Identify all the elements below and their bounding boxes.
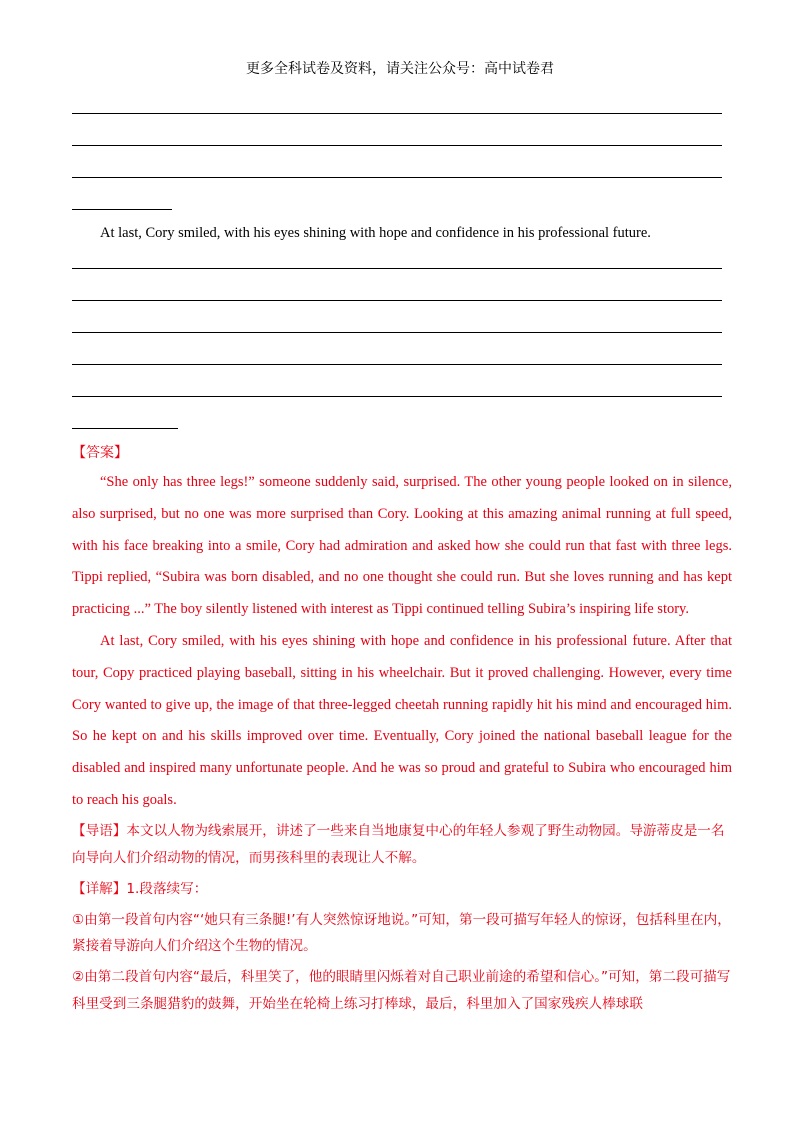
guide-paragraph <box>72 818 732 871</box>
detail-heading-text: 1.段落续写： <box>126 880 208 897</box>
answer-paragraph-2: At last, Cory smiled, with his eyes shining with hope and confidence in his professional future. After that tour, Copy practiced playing baseball, sitting in his wheelchair. But it proved challenging. However, every time Cory wanted to give up, the image of that three-legged cheetah running rapidly hit his mind and encouraged him. So he kept on and his skills improved over time. Eventually, Cory joined the national baseball league for the disabled and inspired many unfortunate people. And he was so proud and grateful to Subira who encouraged him to reach his goals. <box>72 632 732 808</box>
writing-line <box>72 113 722 114</box>
answer-paragraph-1: “She only has three legs!” someone suddenly said, surprised. The other young people looked on in silence, also surprised, but no one was more surprised than Cory. Looking at this amazing animal running at full speed, with his face breaking into a smile, Cory had admiration and asked how she could run that fast with three legs. Tippi replied, “Subira was born disabled, and no one thought she could run. But she loves running and has kept practicing ...” The boy silently listened with interest as Tippi continued telling Subira’s inspiring life story. <box>72 474 732 618</box>
explanation-section <box>72 818 732 1022</box>
guide-text: 本文以人物为线索展开，讲述了一些来自当地康复中心的年轻人参观了野生动物园。导游蒂皮是一名向导向人们介绍动物的情况，而男孩科里的表现让人不解。 <box>72 823 725 866</box>
guide-label: 【导语】 <box>72 823 127 839</box>
detail-item-1: ①由第一段首句内容“‘她只有三条腿!’有人突然惊讶地说。”可知，第一段可描写年轻人的惊讶，包括科里在内，紧接着导游向人们介绍这个生物的情况。 <box>72 911 731 955</box>
detail-heading <box>72 876 732 903</box>
writing-line <box>72 145 722 146</box>
prompt-sentence: At last, Cory smiled, with his eyes shining with hope and confidence in his professional future. <box>100 225 651 241</box>
detail-label: 【详解】 <box>72 880 127 897</box>
writing-line <box>72 332 722 333</box>
writing-line <box>72 268 722 269</box>
writing-line <box>72 300 722 301</box>
answer-section <box>72 441 732 817</box>
answer-label: 【答案】 <box>72 445 128 461</box>
page-header: 更多全科试卷及资料，请关注公众号：高中试卷君 <box>246 61 554 77</box>
writing-line-short <box>72 209 172 210</box>
writing-line <box>72 177 722 178</box>
writing-line <box>72 396 722 397</box>
writing-line <box>72 364 722 365</box>
writing-line-short <box>72 428 178 429</box>
detail-item-2: ②由第二段首句内容“最后，科里笑了，他的眼睛里闪烁着对自己职业前途的希望和信心。”可知，第二段可描写科里受到三条腿猎豹的鼓舞，开始坐在轮椅上练习打棒球，最后，科里加入了国家残疾人棒球联 <box>72 969 731 1012</box>
